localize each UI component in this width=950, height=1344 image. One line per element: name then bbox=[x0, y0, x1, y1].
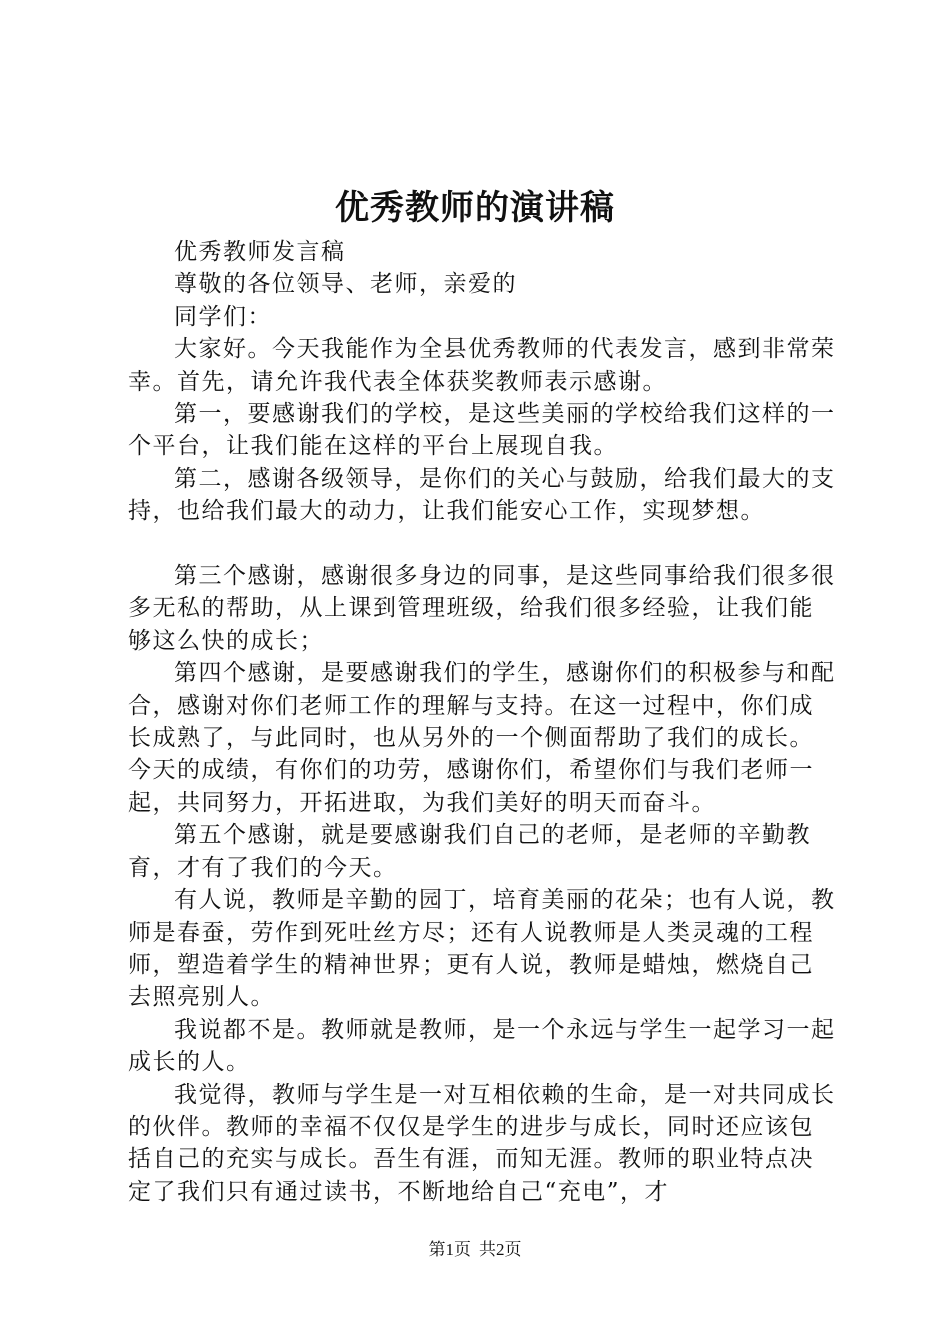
paragraph-heading: 优秀教师发言稿 bbox=[174, 239, 346, 265]
paragraph-thanks-colleagues: 第三个感谢，感谢很多身边的同事，是这些同事给我们很多很多无私的帮助，从上课到管理班级，给我们很多经验，让我们能够这么快的成长； bbox=[128, 563, 836, 654]
page-total: 共2页 bbox=[479, 1240, 522, 1259]
paragraph-thanks-students: 第四个感谢，是要感谢我们的学生，感谢你们的积极参与和配合，感谢对你们老师工作的理解与支持。在这一过程中，你们成长成熟了，与此同时，也从另外的一个侧面帮助了我们的成长。今天的成绩，有你们的功劳，感谢你们，希望你们与我们老师一起，共同努力，开拓进取，为我们美好的明天而奋斗。 bbox=[128, 660, 836, 816]
paragraph-greeting: 大家好。今天我能作为全县优秀教师的代表发言，感到非常荣幸。首先，请允许我代表全体获奖教师表示感谢。 bbox=[128, 336, 836, 395]
paragraph-reflection: 我觉得，教师与学生是一对互相依赖的生命，是一对共同成长的伙伴。教师的幸福不仅仅是学生的进步与成长，同时还应该包括自己的充实与成长。吾生有涯，而知无涯。教师的职业特点决定了我们只有通过读书，不断地给自己“充电”，才 bbox=[128, 1081, 836, 1205]
paragraph-metaphors: 有人说，教师是辛勤的园丁，培育美丽的花朵；也有人说，教师是春蚕，劳作到死吐丝方尽；还有人说教师是人类灵魂的工程师，塑造着学生的精神世界；更有人说，教师是蜡烛，燃烧自己去照亮别人。 bbox=[128, 887, 836, 1011]
paragraph-thanks-teachers: 第五个感谢，就是要感谢我们自己的老师，是老师的辛勤教育，才有了我们的今天。 bbox=[128, 822, 811, 881]
paragraph-opinion: 我说都不是。教师就是教师，是一个永远与学生一起学习一起成长的人。 bbox=[128, 1016, 836, 1076]
page-footer bbox=[0, 1238, 950, 1262]
paragraph-salutation: 尊敬的各位领导、老师，亲爱的 bbox=[174, 271, 517, 298]
paragraph-thanks-school: 第一，要感谢我们的学校，是这些美丽的学校给我们这样的一个平台，让我们能在这样的平台上展现自我。 bbox=[128, 401, 836, 460]
document-body bbox=[128, 236, 836, 1208]
page-number: 第1页 bbox=[428, 1240, 471, 1259]
paragraph-thanks-leaders: 第二，感谢各级领导，是你们的关心与鼓励，给我们最大的支持，也给我们最大的动力，让我们能安心工作，实现梦想。 bbox=[128, 465, 836, 525]
document-title: 优秀教师的演讲稿 bbox=[335, 188, 615, 228]
paragraph-salutation-cont: 同学们： bbox=[174, 303, 272, 330]
